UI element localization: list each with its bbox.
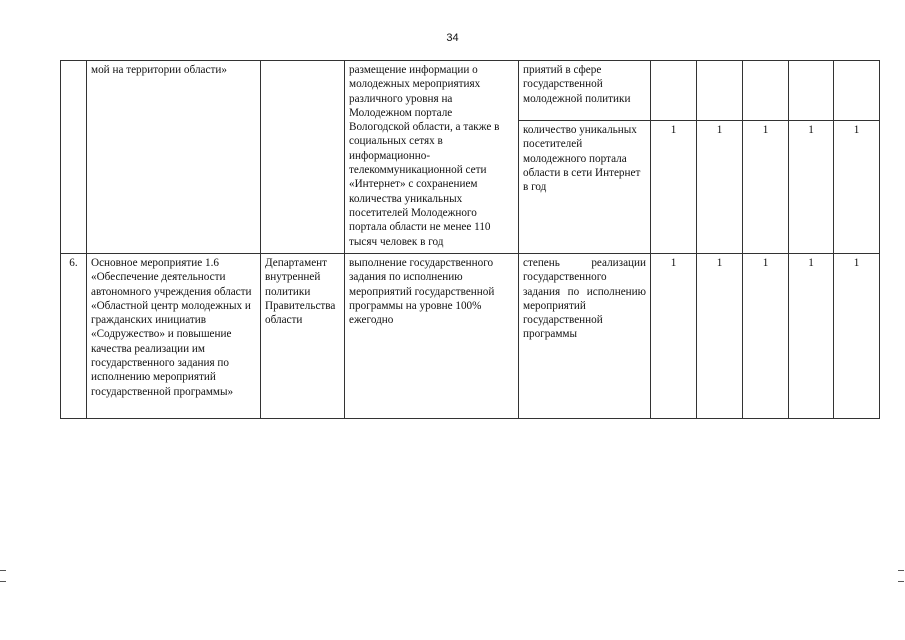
value-cell <box>743 61 789 121</box>
indicator-cell: степень реализации государственного задания по исполнению мероприятий государственной программы <box>519 254 651 419</box>
value-cell: 1 <box>834 121 880 254</box>
executor-cell: Департамент внутренней политики Правительства области <box>261 254 345 419</box>
value-cell: 1 <box>697 121 743 254</box>
value-cell: 1 <box>834 254 880 419</box>
scan-edge-mark <box>0 581 6 582</box>
scan-edge-mark <box>898 570 904 571</box>
scan-edge-mark <box>898 581 904 582</box>
value-cell: 1 <box>651 254 697 419</box>
table-row <box>61 254 880 419</box>
page-number: 34 <box>446 32 459 44</box>
value-cell <box>834 61 880 121</box>
value-cell <box>651 61 697 121</box>
table-row <box>61 61 880 121</box>
indicator-cell: количество уникальных посетителей молодежного портала области в сети Интернет в год <box>519 121 651 254</box>
executor-cell <box>261 61 345 254</box>
row-number-cell: 6. <box>61 254 87 419</box>
value-cell: 1 <box>651 121 697 254</box>
activity-name-cell: Основное мероприятие 1.6 «Обеспечение деятельности автономного учреждения области «Областной центр молодежных и гражданских инициатив «Содружество» и повышение качества реализации им государственного задания по исполнению мероприятий государственной программы» <box>87 254 261 419</box>
value-cell <box>697 61 743 121</box>
value-cell <box>789 61 834 121</box>
value-cell: 1 <box>789 254 834 419</box>
value-cell: 1 <box>789 121 834 254</box>
activity-name-cell: мой на территории области» <box>87 61 261 254</box>
value-cell: 1 <box>697 254 743 419</box>
value-cell: 1 <box>743 121 789 254</box>
expected-result-cell: выполнение государственного задания по исполнению мероприятий государственной программы на уровне 100% ежегодно <box>345 254 519 419</box>
row-number-cell <box>61 61 87 254</box>
program-table <box>60 60 880 419</box>
expected-result-cell: размещение информации о молодежных мероприятиях различного уровня на Молодежном портале Вологодской области, а также в социальных сетях в информационно-телекоммуникационной сети «Интернет» с сохранением количества уникальных посетителей Молодежного портала области не менее 110 тысяч человек в год <box>345 61 519 254</box>
scan-edge-mark <box>0 570 6 571</box>
indicator-cell: приятий в сфере государственной молодежной политики <box>519 61 651 121</box>
value-cell: 1 <box>743 254 789 419</box>
